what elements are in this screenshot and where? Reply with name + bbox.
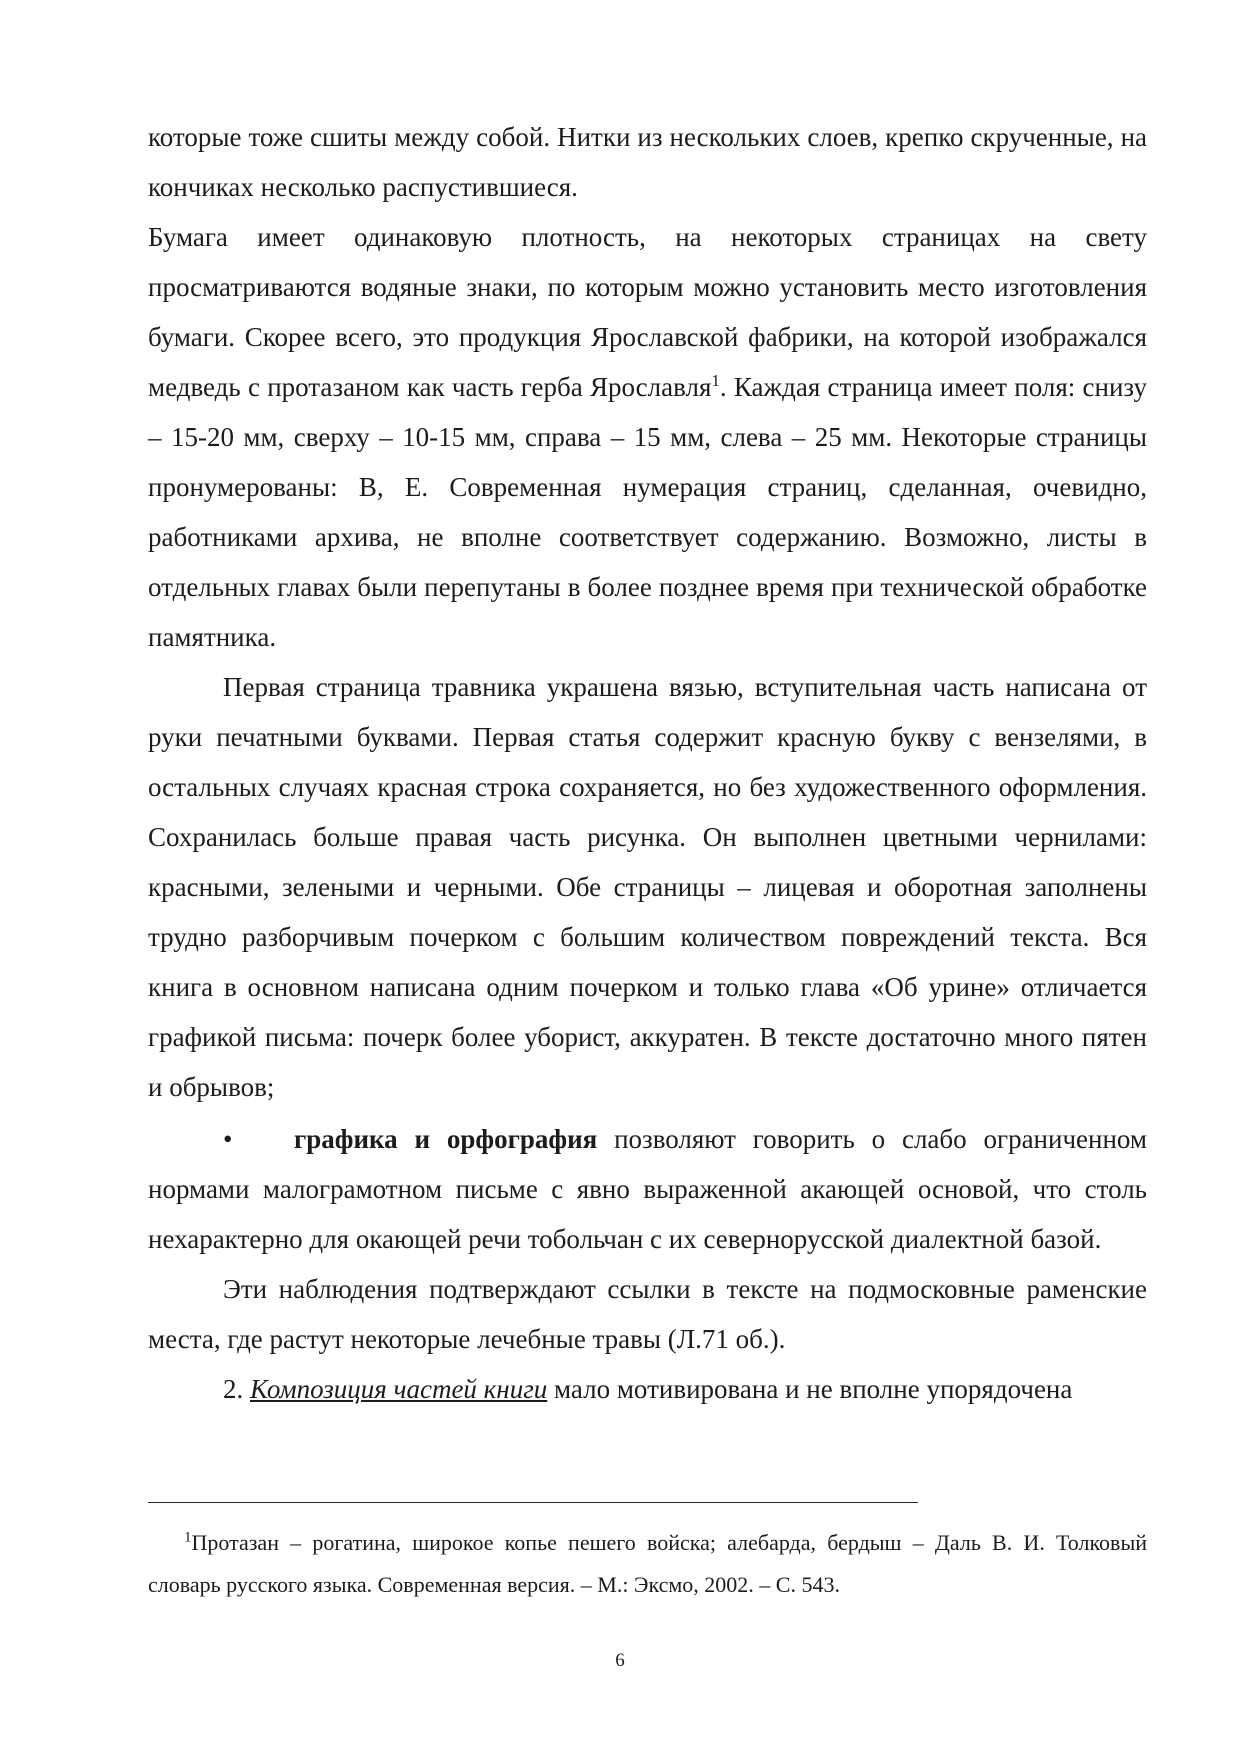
footnote-reference[interactable]: 1 [711, 371, 720, 390]
footnote [148, 1522, 1147, 1606]
paragraph-3 [148, 662, 1147, 1112]
bullet-icon: • [223, 1124, 233, 1154]
body-text [148, 112, 1147, 1414]
paragraph-5 [148, 1264, 1147, 1364]
paragraph-3-text: Первая страница травника украшена вязью, вступительная часть написана от руки печатными буквами. Первая статья содержит красную букву с вензелями, в остальных случаях красная строка сохраняется, но без художественного оформления. Сохранилась больше правая часть рисунка. Он выполнен цветными чернилами: красными, зелеными и черными. Обе страницы – лицевая и оборотная заполнены трудно разборчивым почерком с большим количеством повреждений текста. Вся книга в основном написана одним почерком и только глава «Об урине» отличается графикой письма: почерк более уборист, аккуратен. В тексте достаточно много пятен и обрывов; [148, 672, 1147, 1102]
paragraph-2-text-continued: . Каждая страница имеет поля: снизу – 15-20 мм, сверху – 10-15 мм, справа – 15 мм, слева – 25 мм. Некоторые страницы пронумерованы: В, Е. Современная нумерация страниц, сделанная, очевидно, работниками архива, не вполне соответствует содержанию. Возможно, листы в отдельных главах были перепутаны в более позднее время при технической обработке памятника. [148, 372, 1147, 652]
footnote-marker: 1 [184, 1529, 192, 1546]
bullet-paragraph [148, 1114, 1147, 1264]
footnote-text: Протазан – рогатина, широкое копье пешего войска; алебарда, бердыш – Даль В. И. Толковый словарь русского языка. Современная версия. – М.: Эксмо, 2002. – С. 543. [148, 1530, 1147, 1597]
paragraph-1-text: которые тоже сшиты между собой. Нитки из нескольких слоев, крепко скрученные, на кончиках несколько распустившиеся. [148, 122, 1147, 202]
bullet-text: позволяют говорить о слабо ограниченном нормами малограмотном письме с явно выраженной акающей основой, что столь нехарактерно для окающей речи тобольчан с их севернорусской диалектной базой. [148, 1124, 1147, 1254]
paragraph-5-text: Эти наблюдения подтверждают ссылки в тексте на подмосковные раменские места, где растут некоторые лечебные травы (Л.71 об.). [148, 1274, 1147, 1354]
paragraph-6-text: мало мотивирована и не вполне упорядочена [547, 1374, 1073, 1404]
paragraph-2 [148, 212, 1147, 662]
paragraph-6 [148, 1364, 1147, 1414]
footnote-divider [148, 1502, 918, 1503]
paragraph-1 [148, 112, 1147, 212]
paragraph-6-number: 2. [223, 1374, 250, 1404]
paragraph-2-text: Бумага имеет одинаковую плотность, на некоторых страницах на свету просматриваются водяные знаки, по которым можно установить место изготовления бумаги. Скорее всего, это продукция Ярославской фабрики, на которой изображался медведь с протазаном как часть герба Ярославля [148, 222, 1147, 402]
bullet-bold-term: графика и орфография [294, 1124, 598, 1154]
footnote-paragraph [148, 1522, 1147, 1606]
page-number: 6 [615, 1650, 625, 1671]
paragraph-6-emphasis: Композиция частей книги [250, 1374, 548, 1404]
